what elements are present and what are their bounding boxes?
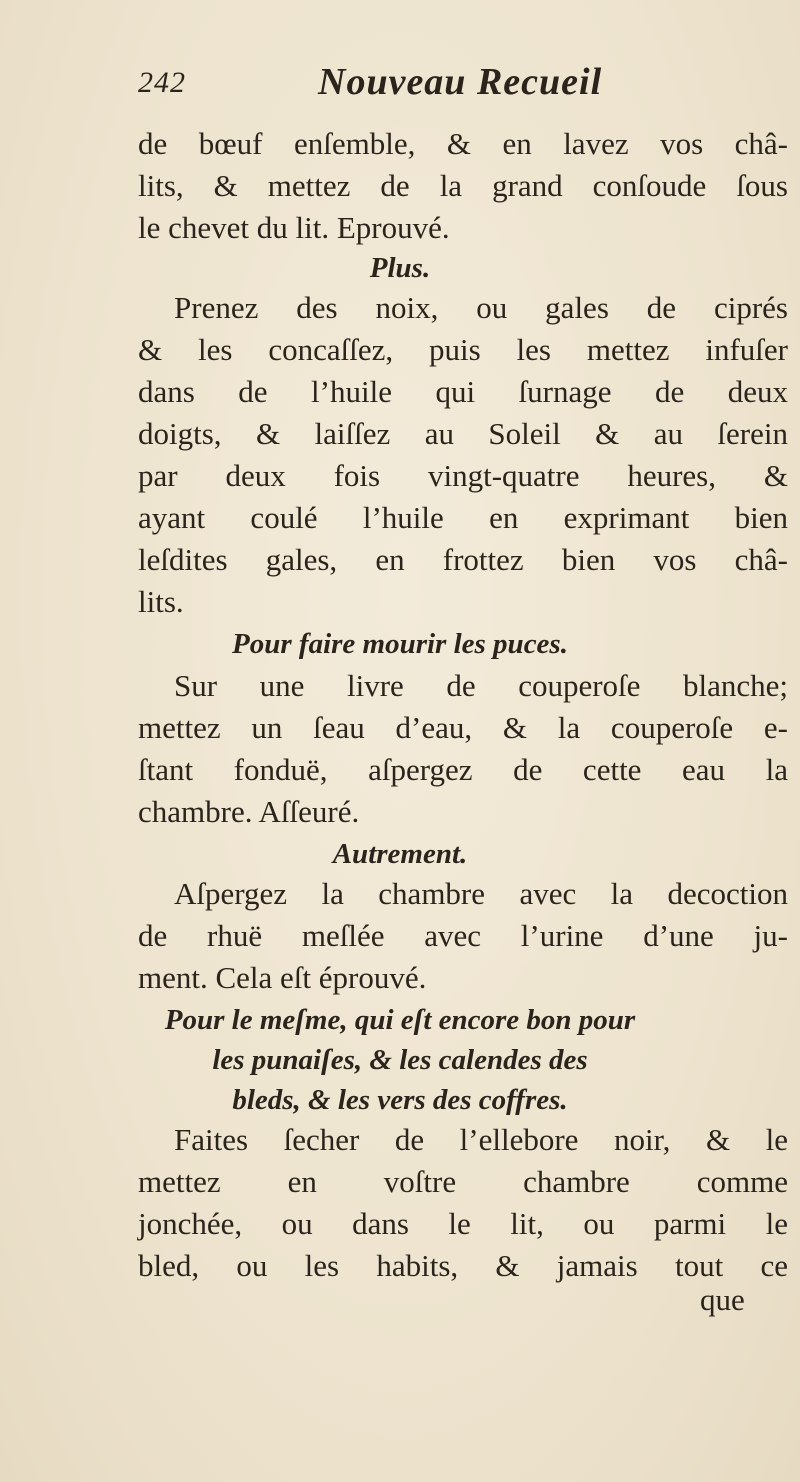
text-line: leſdites gales, en frottez bien vos châ- (138, 542, 788, 577)
running-title: Nouveau Recueil (318, 61, 603, 103)
text-line: chambre. Aſſeuré. (138, 794, 360, 829)
section-heading: Pour le meſme, qui eſt encore bon pour (164, 1004, 636, 1036)
section-heading: Autrement. (332, 838, 468, 870)
text-line: & les concaſſez, puis les mettez infuſer (138, 332, 788, 367)
text-line: Faites ſecher de l’ellebore noir, & le (174, 1122, 788, 1157)
section-heading: bleds, & les vers des coffres. (232, 1084, 568, 1116)
section-heading: Pour faire mourir les puces. (232, 628, 568, 660)
text-line: Aſpergez la chambre avec la decoction (174, 876, 788, 911)
text-line: lits. (138, 584, 184, 619)
catchword: que (700, 1282, 745, 1317)
text-line: bled, ou les habits, & jamais tout ce (138, 1248, 788, 1283)
text-line: ment. Cela eſt éprouvé. (138, 960, 427, 995)
section-heading: Plus. (369, 252, 431, 284)
text-line: mettez en voſtre chambre comme (138, 1164, 788, 1199)
text-line: dans de l’huile qui ſurnage de deux (138, 374, 788, 409)
text-line: Prenez des noix, ou gales de ciprés (174, 290, 788, 325)
page-number: 242 (138, 66, 186, 99)
text-line: mettez un ſeau d’eau, & la couperoſe e- (138, 710, 788, 745)
page-header (138, 60, 758, 110)
text-line: le chevet du lit. Eprouvé. (138, 210, 450, 245)
text-line: de rhuë meſlée avec l’urine d’une ju- (138, 918, 788, 953)
section-heading: les punaiſes, & les calendes des (212, 1044, 588, 1076)
text-line: ſtant fonduë, aſpergez de cette eau la (138, 752, 788, 787)
text-line: lits, & mettez de la grand conſoude ſous (138, 168, 788, 203)
text-line: de bœuf enſemble, & en lavez vos châ- (138, 126, 788, 161)
text-line: jonchée, ou dans le lit, ou parmi le (138, 1206, 788, 1241)
text-line: doigts, & laiſſez au Soleil & au ſerein (138, 416, 788, 451)
text-line: Sur une livre de couperoſe blanche; (174, 668, 788, 703)
text-line: par deux fois vingt-quatre heures, & (138, 458, 788, 493)
text-line: ayant coulé l’huile en exprimant bien (138, 500, 788, 535)
